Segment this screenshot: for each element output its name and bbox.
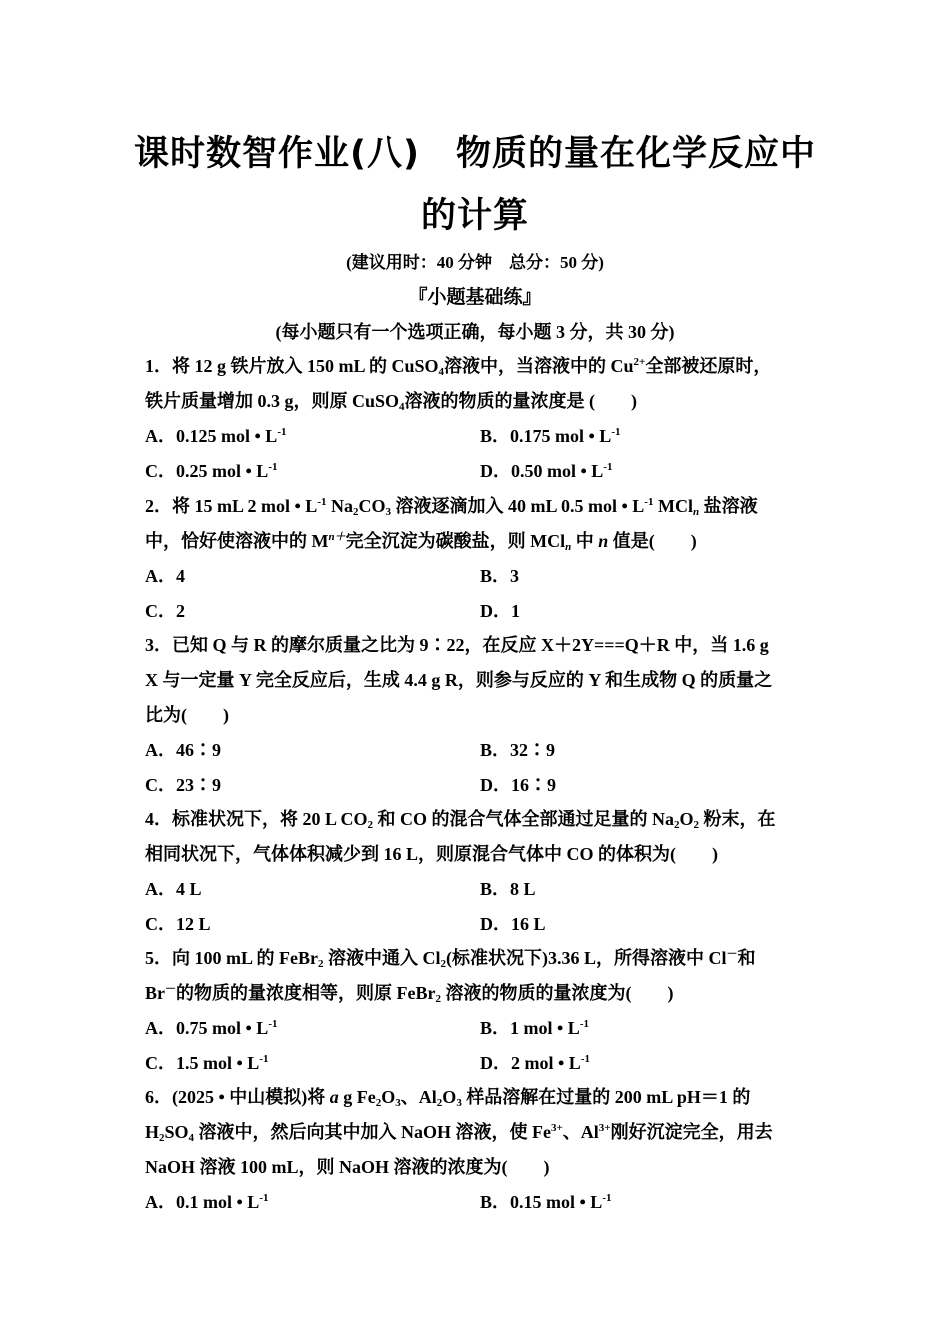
question-2-line1: 2．将 15 mL 2 mol • $L^{-1}$ $Na_2CO_3$ 溶液逐滴加入 40 mL 0.5 mol • $L^{-1}$ MCl$_n$ 盐溶液: [145, 496, 758, 518]
question-5-line1: 5．向 100 mL 的 FeBr$_2$ 溶液中通入 $Cl_2$(标准状况下)3.36 L，所得溶液中 Cl－和: [145, 948, 756, 970]
question-3-line2: X 与一定量 Y 完全反应后，生成 4.4 g R，则参与反应的 Y 和生成物 Q 的质量之: [145, 670, 773, 690]
q6-option-b[interactable]: B．0.15 mol • $L^{-1}$: [480, 1192, 612, 1212]
page-title-line1: 课时数智作业(八) 物质的量在化学反应中: [134, 134, 816, 174]
q4-option-b[interactable]: B．8 L: [480, 879, 536, 899]
q1-option-b[interactable]: B．0.175 mol • $L^{-1}$: [480, 426, 621, 446]
q5-option-a[interactable]: A．0.75 mol • $L^{-1}$: [145, 1018, 278, 1038]
q2-option-c[interactable]: C．2: [145, 601, 185, 621]
q1-option-d[interactable]: D．0.50 mol • $L^{-1}$: [480, 461, 613, 481]
q1-option-a[interactable]: A．0.125 mol • $L^{-1}$: [145, 426, 287, 446]
q2-option-a[interactable]: A．4: [145, 566, 185, 586]
q2-option-b[interactable]: B．3: [480, 566, 520, 586]
question-1-line2: 铁片质量增加 0.3 g，则原 CuSO$_4$溶液的物质的量浓度是 ( ): [145, 391, 638, 413]
q6-option-a[interactable]: A．0.1 mol • $L^{-1}$: [145, 1192, 269, 1212]
question-6-line1: 6．(2025 • 中山模拟)将 a g $Fe_2O_3$、$Al_2O_3$ 样品溶解在过量的 200 mL pH＝1 的: [145, 1087, 751, 1109]
q2-option-d[interactable]: D．1: [480, 601, 520, 621]
question-5-line2: Br－的物质的量浓度相等，则原 FeBr$_2$ 溶液的物质的量浓度为( ): [145, 983, 674, 1005]
question-4-line1: 4．标准状况下，将 20 L $CO_2$ 和 CO 的混合气体全部通过足量的 $Na_2O_2$ 粉末，在: [145, 809, 776, 831]
q3-option-d[interactable]: D．16∶9: [480, 775, 556, 795]
q1-option-c[interactable]: C．0.25 mol • $L^{-1}$: [145, 461, 278, 481]
time-and-score: (建议用时：40 分钟 总分：50 分): [346, 253, 604, 272]
question-4-line2: 相同状况下，气体体积减少到 16 L，则原混合气体中 CO 的体积为( ): [145, 844, 718, 864]
q3-option-b[interactable]: B．32∶9: [480, 740, 556, 760]
q3-option-a[interactable]: A．46∶9: [145, 740, 221, 760]
q4-option-c[interactable]: C．12 L: [145, 914, 211, 934]
question-3-line1: 3．已知 Q 与 R 的摩尔质量之比为 9∶22，在反应 X＋2Y===Q＋R 中，当 1.6 g: [145, 635, 769, 655]
instructions: (每小题只有一个选项正确，每小题 3 分，共 30 分): [275, 322, 675, 342]
question-6-line3: NaOH 溶液 100 mL，则 NaOH 溶液的浓度为( ): [145, 1157, 550, 1177]
question-2-line2: 中，恰好使溶液中的 $M^{n+}$完全沉淀为碳酸盐，则 MCl$_n$ 中 n 值是( ): [145, 531, 697, 553]
q4-option-d[interactable]: D．16 L: [480, 914, 546, 934]
q5-option-b[interactable]: B．1 mol • $L^{-1}$: [480, 1018, 589, 1038]
q5-option-c[interactable]: C．1.5 mol • $L^{-1}$: [145, 1053, 269, 1073]
q5-option-d[interactable]: D．2 mol • $L^{-1}$: [480, 1053, 590, 1073]
question-1-line1: 1．将 12 g 铁片放入 150 mL 的 CuSO$_4$溶液中，当溶液中的 $Cu^{2+}$全部被还原时，: [145, 356, 772, 378]
section-heading: 『小题基础练』: [408, 286, 542, 308]
q3-option-c[interactable]: C．23∶9: [145, 775, 221, 795]
question-6-line2: $H_2SO_4$ 溶液中，然后向其中加入 NaOH 溶液，使 $Fe^{3+}$、$Al^{3+}$刚好沉淀完全，用去: [145, 1122, 773, 1144]
page-title-line2: 的计算: [420, 196, 529, 236]
q4-option-a[interactable]: A．4 L: [145, 879, 202, 899]
question-3-line3: 比为( ): [145, 705, 229, 725]
